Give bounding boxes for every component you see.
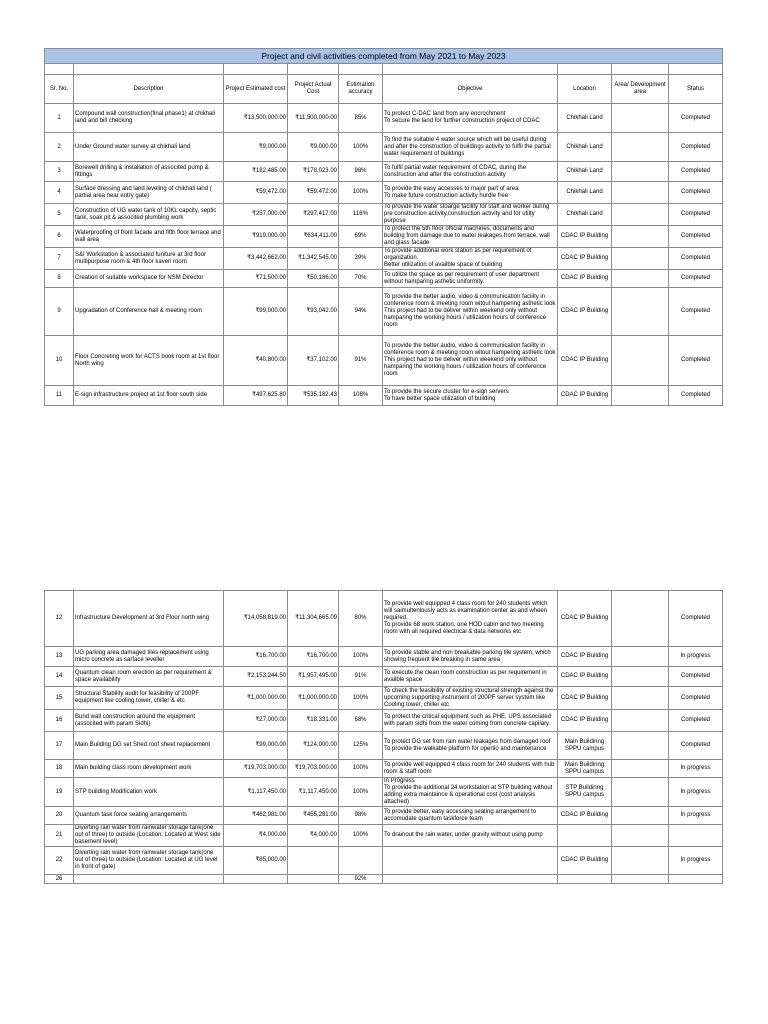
actual-cost-cell [288, 847, 339, 875]
actual-cost-cell: ₹11,500,000.00 [288, 104, 339, 133]
header-objective: Objective [383, 75, 558, 104]
sr-no-cell: 10 [45, 336, 74, 386]
status-cell: Completed [669, 288, 723, 336]
status-cell: Completed [669, 732, 723, 760]
accuracy-cell: 125% [339, 732, 383, 760]
area-cell [612, 687, 669, 710]
sr-no-cell: 6 [45, 226, 74, 248]
description-cell: Upgradation of Conference hall & meeting room [74, 288, 224, 336]
table-row [45, 778, 723, 807]
actual-cost-cell: ₹178,023.00 [288, 162, 339, 182]
accuracy-cell: 80% [339, 591, 383, 647]
sr-no-cell: 5 [45, 204, 74, 226]
empty-cell [224, 875, 288, 884]
estimated-cost-cell: ₹16,700.00 [224, 647, 288, 667]
estimated-cost-cell: ₹1,000,000.00 [224, 687, 288, 710]
table-row [45, 248, 723, 270]
status-cell: Completed [669, 667, 723, 687]
objective-cell: To provide stable and non breakable parking tile system, which showing frequent tile breaking in same area [383, 647, 558, 667]
estimated-cost-cell: ₹9,000.00 [224, 133, 288, 162]
table-row [45, 687, 723, 710]
sr-no-cell: 2 [45, 133, 74, 162]
status-cell: Completed [669, 162, 723, 182]
location-cell: STP Buildinng SPPU campus [558, 778, 612, 807]
objective-cell: To check the feasibility of existing structural strength against the upcoming supporting instrument of 200PF server system like Cooling tower, chiller etc [383, 687, 558, 710]
status-cell [669, 825, 723, 847]
status-cell: Completed [669, 270, 723, 288]
status-cell: Completed [669, 104, 723, 133]
accuracy-cell: 100% [339, 182, 383, 204]
objective-cell: To provide the secure cluster for e-sign servers To have better space utilization of building [383, 386, 558, 406]
description-cell: Construction of UG water tank of 10KL capcity, septic tank, soak pit & associted plumbing work [74, 204, 224, 226]
empty-cell [612, 875, 669, 884]
location-cell: Chikhali Land [558, 162, 612, 182]
description-cell: Borewell drilling & installation of associted pump & fittings [74, 162, 224, 182]
status-cell: Completed [669, 591, 723, 647]
sr-no-cell: 19 [45, 778, 74, 807]
area-cell [612, 336, 669, 386]
description-cell: Bund wall construction around the equipment (associted with param Sidhi) [74, 710, 224, 732]
empty-cell [669, 875, 723, 884]
objective-cell: In Progress To provide the additional 24 workstation at STP building without adding extra maintaince & operational cost (cost analysis attached) [383, 778, 558, 807]
sr-no-cell: 16 [45, 710, 74, 732]
actual-cost-cell: ₹16,700.00 [288, 647, 339, 667]
actual-cost-cell: ₹1,000,000.00 [288, 687, 339, 710]
empty-cell [383, 875, 558, 884]
actual-cost-cell: ₹93,042.00 [288, 288, 339, 336]
header-actual-cost: Project Actual Cost [288, 75, 339, 104]
accuracy-cell: 100% [339, 133, 383, 162]
description-cell: STP building Modification work [74, 778, 224, 807]
status-cell: In progress [669, 778, 723, 807]
estimated-cost-cell: ₹19,703,000.00 [224, 760, 288, 778]
actual-cost-cell: ₹59,472.00 [288, 182, 339, 204]
description-cell: Compound wall construction(final phase1) at chikhali land and bill checking [74, 104, 224, 133]
estimated-cost-cell: ₹85,000.00 [224, 847, 288, 875]
estimated-cost-cell: ₹497,625.80 [224, 386, 288, 406]
area-cell [612, 226, 669, 248]
estimated-cost-cell: ₹71,500.00 [224, 270, 288, 288]
header-estimated-cost: Project Estimated cost [224, 75, 288, 104]
location-cell: CDAC IP Building [558, 710, 612, 732]
header-status: Status [669, 75, 723, 104]
accuracy-cell: 68% [339, 710, 383, 732]
table-row [45, 825, 723, 847]
actual-cost-cell: ₹9,000.00 [288, 133, 339, 162]
location-cell: CDAC IP Building [558, 336, 612, 386]
header-row [45, 75, 723, 104]
table-row [45, 386, 723, 406]
description-cell: Waterproofing of front facade and fifth floor terrace and wall area [74, 226, 224, 248]
description-cell: Diverting rain water from rainwater storage tank(one out of three) to outside (Location: Located at West side basement level) [74, 825, 224, 847]
location-cell: CDAC IP Building [558, 591, 612, 647]
table-row [45, 591, 723, 647]
accuracy-cell: 100% [339, 647, 383, 667]
table-row [45, 204, 723, 226]
estimated-cost-cell: ₹14,058,819.00 [224, 591, 288, 647]
area-cell [612, 133, 669, 162]
area-cell [612, 825, 669, 847]
header-description: Description [74, 75, 224, 104]
area-cell [612, 778, 669, 807]
area-cell [612, 667, 669, 687]
area-cell [612, 248, 669, 270]
location-cell: CDAC IP Building [558, 270, 612, 288]
accuracy-cell: 91% [339, 667, 383, 687]
objective-cell: To provide the water stoarge facility for staff and worker during pre construction activity,construction activity and for utilty purpose [383, 204, 558, 226]
header-location: Location [558, 75, 612, 104]
status-cell: In progress [669, 760, 723, 778]
description-cell: S&I Workstation & associated funiture at 3rd floor multipurpose room & 4th floor kaveri room [74, 248, 224, 270]
sr-no-cell: 7 [45, 248, 74, 270]
header-accuracy: Estimation accuracy [339, 75, 383, 104]
accuracy-cell: 100% [339, 825, 383, 847]
table-row [45, 710, 723, 732]
table-row [45, 647, 723, 667]
location-cell: CDAC IP Building [558, 667, 612, 687]
status-cell: Completed [669, 386, 723, 406]
accuracy-cell: 94% [339, 288, 383, 336]
description-cell: Quantum clean room erection as per requirement & space availability [74, 667, 224, 687]
table-row [45, 336, 723, 386]
accuracy-cell: 69% [339, 226, 383, 248]
sr-no-cell: 11 [45, 386, 74, 406]
area-cell [612, 288, 669, 336]
objective-cell: To protect the critical equipment such as PHE, UPS associated with param sidhi from the water coming from concrete capilary [383, 710, 558, 732]
objective-cell: To provide additional work station as per requirement of organization. Better utilization of availble space of building [383, 248, 558, 270]
sr-no-cell: 9 [45, 288, 74, 336]
actual-cost-cell: ₹1,957,495.00 [288, 667, 339, 687]
sr-no-cell: 21 [45, 825, 74, 847]
actual-cost-cell: ₹37,102.00 [288, 336, 339, 386]
activities-table-part2 [44, 590, 723, 884]
estimated-cost-cell: ₹40,800.00 [224, 336, 288, 386]
objective-cell: To find the suitable 4 water source which will be useful during and after the construction of buildings activity to fulfil the partial water requirement of buildings [383, 133, 558, 162]
location-cell: CDAC IP Building [558, 288, 612, 336]
status-cell: Completed [669, 336, 723, 386]
actual-cost-cell: ₹634,411.00 [288, 226, 339, 248]
status-cell: In progress [669, 807, 723, 825]
table-row [45, 847, 723, 875]
area-cell [612, 104, 669, 133]
accuracy-cell [339, 847, 383, 875]
status-cell: Completed [669, 248, 723, 270]
activities-table-part1 [44, 48, 723, 406]
summary-sr-cell: 26 [45, 875, 74, 884]
objective-cell: To protect the 5th floor official machines, documents and building from damage due to water leakages from terrace, wall and glass facade [383, 226, 558, 248]
accuracy-cell: 100% [339, 778, 383, 807]
actual-cost-cell: ₹455,281.00 [288, 807, 339, 825]
estimated-cost-cell: ₹99,000.00 [224, 288, 288, 336]
estimated-cost-cell: ₹99,000.00 [224, 732, 288, 760]
table-row [45, 133, 723, 162]
table-row [45, 226, 723, 248]
area-cell [612, 647, 669, 667]
actual-cost-cell: ₹18,331.00 [288, 710, 339, 732]
area-cell [612, 386, 669, 406]
status-cell: In progress [669, 647, 723, 667]
area-cell [612, 710, 669, 732]
location-cell: CDAC IP Building [558, 386, 612, 406]
sheet-title: Project and civil activities completed from May 2021 to May 2023 [45, 49, 723, 64]
actual-cost-cell: ₹11,304,665.09 [288, 591, 339, 647]
accuracy-cell: 98% [339, 807, 383, 825]
location-cell: Chikhali Land [558, 204, 612, 226]
description-cell: Infrastructure Development at 3rd Floor north wing [74, 591, 224, 647]
actual-cost-cell: ₹535,182.43 [288, 386, 339, 406]
sr-no-cell: 1 [45, 104, 74, 133]
area-cell [612, 807, 669, 825]
estimated-cost-cell: ₹59,472.00 [224, 182, 288, 204]
sr-no-cell: 20 [45, 807, 74, 825]
sr-no-cell: 18 [45, 760, 74, 778]
sr-no-cell: 13 [45, 647, 74, 667]
objective-cell: To provide the better audio, video & communication facility in conference room & meeting room witout hampering asthetic look This project had to be deliver within weekend only without hamparing the working hours / utilization hours of conference room [383, 288, 558, 336]
description-cell: Surface dressing and land leveling of chikhali land ( partial area near entry gate) [74, 182, 224, 204]
accuracy-cell: 98% [339, 162, 383, 182]
accuracy-cell: 39% [339, 248, 383, 270]
accuracy-cell: 91% [339, 336, 383, 386]
objective-cell: To protect DG set from rain water leakages from damaged roof To provide the walkable platform for opertio and maintenance [383, 732, 558, 760]
table-row [45, 732, 723, 760]
area-cell [612, 732, 669, 760]
actual-cost-cell: ₹4,000.00 [288, 825, 339, 847]
sr-no-cell: 14 [45, 667, 74, 687]
area-cell [612, 760, 669, 778]
table-row [45, 760, 723, 778]
area-cell [612, 182, 669, 204]
table-row [45, 270, 723, 288]
accuracy-cell: 100% [339, 687, 383, 710]
accuracy-cell: 100% [339, 760, 383, 778]
status-cell: Completed [669, 182, 723, 204]
area-cell [612, 270, 669, 288]
estimated-cost-cell: ₹3,442,662.00 [224, 248, 288, 270]
estimated-cost-cell: ₹1,117,450.00 [224, 778, 288, 807]
accuracy-cell: 85% [339, 104, 383, 133]
location-cell: CDAC IP Building [558, 847, 612, 875]
area-cell [612, 162, 669, 182]
objective-cell: To provide better, easy accessing seating arrangement to accomudate quantum taskforce team [383, 807, 558, 825]
table-row [45, 162, 723, 182]
description-cell: Under Ground water survey at chikhali land [74, 133, 224, 162]
empty-cell [288, 875, 339, 884]
actual-cost-cell: ₹124,000.00 [288, 732, 339, 760]
table-row [45, 182, 723, 204]
sr-no-cell: 17 [45, 732, 74, 760]
summary-row [45, 875, 723, 884]
description-cell: Structural Stability audit for feasibility of 200PF equipment like cooling tower, chiller & etc [74, 687, 224, 710]
area-cell [612, 591, 669, 647]
actual-cost-cell: ₹19,703,000.00 [288, 760, 339, 778]
area-cell [612, 847, 669, 875]
location-cell: CDAC IP Building [558, 647, 612, 667]
estimated-cost-cell: ₹2,153,244.50 [224, 667, 288, 687]
objective-cell: To provide well equipped 4 class room for 240 students with hub room & staff room [383, 760, 558, 778]
location-cell: Chikhali Land [558, 104, 612, 133]
objective-cell: To provide the easy accesses to major part of area To make future construction activity hurdle free [383, 182, 558, 204]
estimated-cost-cell: ₹27,000.00 [224, 710, 288, 732]
location-cell: Main Buildinng SPPU campus [558, 760, 612, 778]
location-cell: CDAC IP Building [558, 248, 612, 270]
header-sr-no: Sr. No. [45, 75, 74, 104]
empty-cell [74, 875, 224, 884]
header-area: Area/ Development area [612, 75, 669, 104]
table-row [45, 807, 723, 825]
sr-no-cell: 3 [45, 162, 74, 182]
empty-cell [558, 875, 612, 884]
summary-accuracy-cell: 92% [339, 875, 383, 884]
status-cell: Completed [669, 204, 723, 226]
table-row [45, 288, 723, 336]
objective-cell: To protect C-DAC land from any encrochment To secure the land for further construction project of CDAC [383, 104, 558, 133]
sr-no-cell: 4 [45, 182, 74, 204]
objective-cell [383, 847, 558, 875]
location-cell: CDAC IP Building [558, 807, 612, 825]
estimated-cost-cell: ₹257,000.00 [224, 204, 288, 226]
description-cell: Floor Concreting work for ACTS book room at 1st floor North wing [74, 336, 224, 386]
sr-no-cell: 8 [45, 270, 74, 288]
estimated-cost-cell: ₹462,981.00 [224, 807, 288, 825]
location-cell: CDAC IP Building [558, 687, 612, 710]
area-cell [612, 204, 669, 226]
location-cell [558, 825, 612, 847]
objective-cell: To execute the clean room construction as per requirement in availble space [383, 667, 558, 687]
objective-cell: To provide the better audio, video & communication facility in conference room & meeting room witout hampering asthetic look This project had to be deliver within weekend only without hamparing the working hours / utilization hours of conference room [383, 336, 558, 386]
status-cell: Completed [669, 133, 723, 162]
actual-cost-cell: ₹50,186.00 [288, 270, 339, 288]
table-row [45, 667, 723, 687]
title-row [45, 49, 723, 64]
sr-no-cell: 12 [45, 591, 74, 647]
objective-cell: To provide well equipped 4 class room for 240 students which will saimultenlously acts as examination center as and wheen required. To provide 68 work station, one HOD cabin and two meeting room with all required electrical & data networks etc [383, 591, 558, 647]
actual-cost-cell: ₹1,342,545.00 [288, 248, 339, 270]
objective-cell: To drainout the rain water, under gravity without using pump [383, 825, 558, 847]
sr-no-cell: 22 [45, 847, 74, 875]
status-cell: Completed [669, 710, 723, 732]
estimated-cost-cell: ₹13,500,000.00 [224, 104, 288, 133]
description-cell: Main Building DG set Shed roof sheet replacement [74, 732, 224, 760]
location-cell: CDAC IP Building [558, 226, 612, 248]
status-cell: Completed [669, 226, 723, 248]
location-cell: Main Buildinng SPPU campus [558, 732, 612, 760]
accuracy-cell: 116% [339, 204, 383, 226]
sr-no-cell: 15 [45, 687, 74, 710]
location-cell: Chikhali Land [558, 182, 612, 204]
description-cell: Diverting rain water from rainwater storage tank(one out of three) to outside (Location: Located at UG level in front of gate) [74, 847, 224, 875]
description-cell: Main building class room development work [74, 760, 224, 778]
accuracy-cell: 108% [339, 386, 383, 406]
table-row [45, 104, 723, 133]
description-cell: Creation of suitable workspace for NSM Director [74, 270, 224, 288]
accuracy-cell: 70% [339, 270, 383, 288]
location-cell: Chikhali Land [558, 133, 612, 162]
status-cell: Completed [669, 687, 723, 710]
estimated-cost-cell: ₹919,000.00 [224, 226, 288, 248]
description-cell: E-sign infrastructure project at 1st floor south side [74, 386, 224, 406]
actual-cost-cell: ₹1,117,450.00 [288, 778, 339, 807]
objective-cell: To utilize the space as per requirement of user department without hamparing asthetic uniformity. [383, 270, 558, 288]
estimated-cost-cell: ₹182,485.00 [224, 162, 288, 182]
spacer-row [45, 64, 723, 75]
estimated-cost-cell: ₹4,000.00 [224, 825, 288, 847]
description-cell: Quantum task force seating arrangements [74, 807, 224, 825]
status-cell: In progress [669, 847, 723, 875]
objective-cell: To fulfil partial water requirement of CDAC, during the construction and after the construction activity [383, 162, 558, 182]
description-cell: UG parking area damaged tiles replacement using micro concrete as sarface leveller [74, 647, 224, 667]
actual-cost-cell: ₹297,417.00 [288, 204, 339, 226]
